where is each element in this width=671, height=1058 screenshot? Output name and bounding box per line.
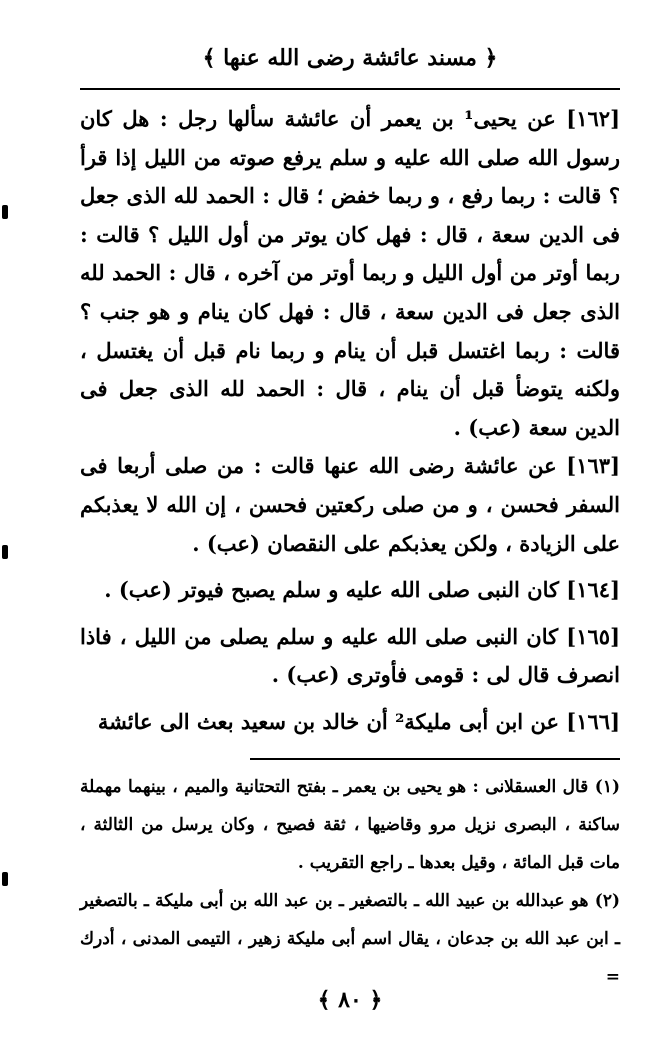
hadith-166: [١٦٦] عن ابن أبى مليكة² أن خالد بن سعيد بعث الى عائشة (97, 708, 620, 734)
hadith-163: [١٦٣] عن عائشة رضى الله عنها قالت : من صلى أربعا فى السفر فحسن ، و من صلى ركعتين فحسن ، إن الله لا يعذبكم على الزيادة ، ولكن يعذبكم على النقصان (عب) . (80, 453, 620, 556)
footnote-divider (250, 758, 620, 760)
hadith-body (80, 100, 620, 742)
hadith-165: [١٦٥] كان النبى صلى الله عليه و سلم يصلى من الليل ، فاذا انصرف قال لى : قومى فأوترى (عب) . (80, 623, 620, 688)
hadith-164: [١٦٤] كان النبى صلى الله عليه و سلم يصبح فيوتر (عب) . (104, 577, 620, 603)
header-divider (80, 88, 620, 90)
hadith-162: [١٦٢] عن يحيى¹ بن يعمر أن عائشة سألها رجل : هل كان رسول الله صلى الله عليه و سلم يرفع صوته من الليل إذا قرأ ؟ قالت : ربما رفع ، و ربما خفض ؛ قال : الحمد لله الذى جعل فى الدين سعة ، قال : فهل كان يوتر من أول الليل ؟ قالت : ربما أوتر من أول الليل و ربما أوتر من آخره ، قال : الحمد لله الذى جعل فى الدين سعة ، قال : فهل كان ينام و هو جنب ؟ قالت : ربما اغتسل قبل أن ينام و ربما نام قبل أن يغتسل ، ولكنه يتوضأ قبل أن ينام ، قال : الحمد لله الذى جعل فى الدين سعة (عب) . (80, 106, 620, 440)
footnote-1: (١) قال العسقلانى : هو يحيى بن يعمر ـ بفتح التحتانية والميم ، بينهما مهملة ساكنة ، البصرى نزيل مرو وقاضيها ، ثقة فصيح ، وكان يرسل من الثالثة ، مات قبل المائة ، وقيل بعدها ـ راجع التقريب . (80, 777, 620, 873)
footnotes (80, 768, 620, 996)
scan-edge-mark (2, 545, 8, 559)
scan-edge-mark (2, 205, 8, 219)
page-header: ﴿ مسند عائشة رضى الله عنها ﴾ (202, 45, 498, 71)
footnote-2: (٢) هو عبدالله بن عبيد الله ـ بالتصغير ـ بن عبد الله بن أبى مليكة ـ بالتصغير ـ ابن عبد الله بن جدعان ، يقال اسم أبى مليكة زهير ، التيمى المدنى ، أدرك = (80, 891, 620, 987)
page-number: ﴿ ٨٠ ﴾ (317, 987, 383, 1013)
scan-edge-mark (2, 872, 8, 886)
